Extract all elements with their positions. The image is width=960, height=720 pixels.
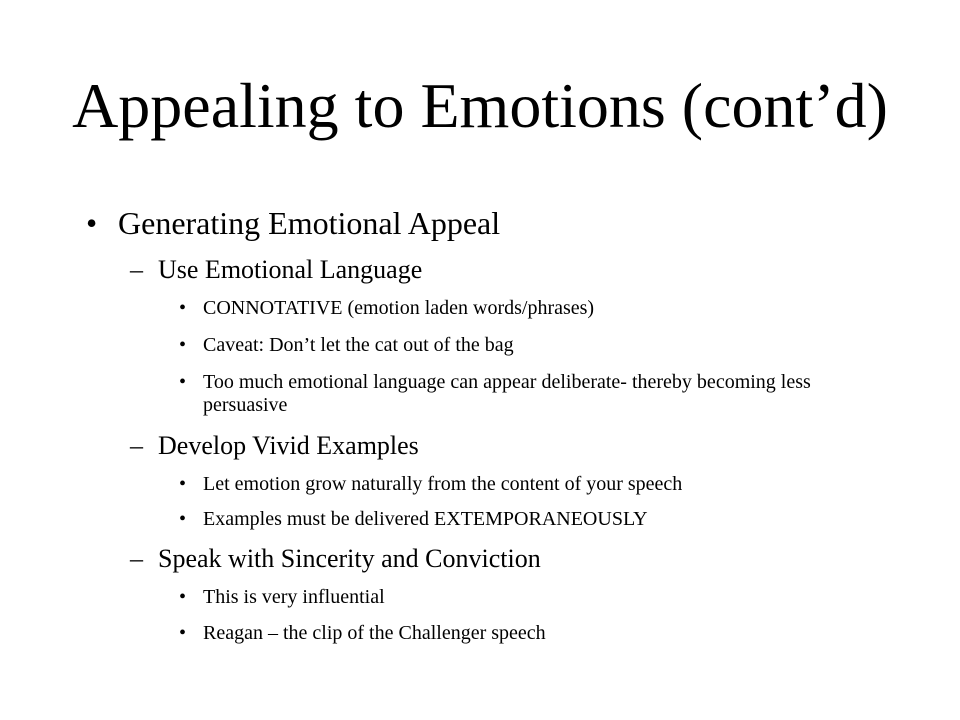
section-heading (130, 254, 423, 286)
list-item-text: Caveat: Don’t let the cat out of the bag (203, 334, 514, 356)
dash-icon: – (130, 431, 143, 460)
dash-icon: – (130, 544, 143, 573)
list-item (179, 371, 863, 417)
section-heading (130, 543, 541, 575)
section-heading (130, 430, 419, 462)
bullet-icon: • (179, 586, 187, 608)
list-item-text: CONNOTATIVE (emotion laden words/phrases) (203, 297, 595, 319)
bullet-icon: • (179, 622, 187, 644)
section-heading-text: Develop Vivid Examples (158, 431, 419, 460)
slide-title: Appealing to Emotions (cont’d) (72, 70, 888, 141)
section-heading-text: Speak with Sincerity and Conviction (158, 544, 541, 573)
bullet-icon: • (179, 371, 187, 393)
list-item (179, 334, 863, 357)
main-bullet-text: Generating Emotional Appeal (118, 205, 501, 241)
list-item (179, 622, 863, 645)
list-item-text: Reagan – the clip of the Challenger speech (203, 622, 546, 644)
list-item (179, 473, 863, 496)
dash-icon: – (130, 255, 143, 284)
bullet-icon: • (86, 205, 98, 241)
list-item-text: Let emotion grow naturally from the content of your speech (203, 473, 683, 495)
main-bullet (86, 204, 501, 242)
list-item (179, 586, 863, 609)
bullet-icon: • (179, 508, 187, 530)
list-item-text: Examples must be delivered EXTEMPORANEOUSLY (203, 508, 648, 530)
list-item-text: This is very influential (203, 586, 385, 608)
bullet-icon: • (179, 334, 187, 356)
bullet-icon: • (179, 297, 187, 319)
list-item-text: Too much emotional language can appear deliberate- thereby becoming less persuasive (203, 371, 811, 416)
bullet-icon: • (179, 473, 187, 495)
list-item (179, 297, 863, 320)
section-heading-text: Use Emotional Language (158, 255, 423, 284)
list-item (179, 508, 863, 531)
